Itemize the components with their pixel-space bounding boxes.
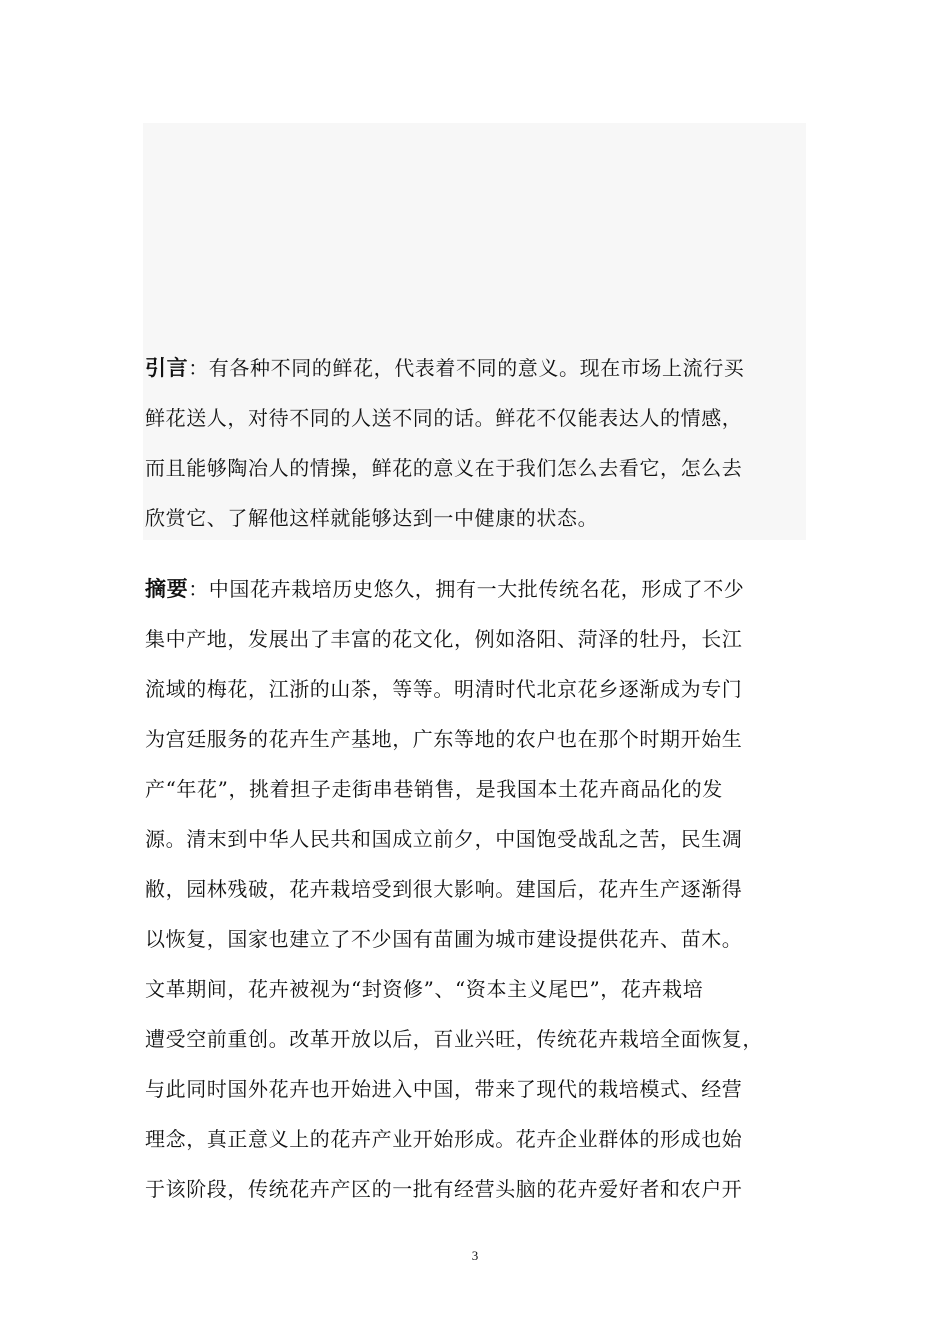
abstract-paragraph <box>145 564 807 1214</box>
abstract-line: 流域的梅花，江浙的山茶，等等。明清时代北京花乡逐渐成为专门 <box>145 677 743 701</box>
intro-line: 而且能够陶冶人的情操，鲜花的意义在于我们怎么去看它，怎么去 <box>145 456 743 480</box>
intro-line: 引言：有各种不同的鲜花，代表着不同的意义。现在市场上流行买 <box>145 356 745 380</box>
abstract-line: 为宫廷服务的花卉生产基地，广东等地的农户也在那个时期开始生 <box>145 727 743 751</box>
intro-line: 欣赏它、了解他这样就能够达到一中健康的状态。 <box>145 506 599 530</box>
page-number: 3 <box>471 1248 479 1263</box>
abstract-line: 理念，真正意义上的花卉产业开始形成。花卉企业群体的形成也始 <box>145 1127 743 1151</box>
intro-label: 引言 <box>145 356 189 380</box>
abstract-line: 产“年花”，挑着担子走街串巷销售，是我国本土花卉商品化的发 <box>145 777 723 801</box>
abstract-line: 集中产地，发展出了丰富的花文化，例如洛阳、菏泽的牡丹，长江 <box>145 627 743 651</box>
abstract-line: 与此同时国外花卉也开始进入中国，带来了现代的栽培模式、经营 <box>145 1077 743 1101</box>
abstract-label: 摘要 <box>145 577 189 601</box>
abstract-line: 以恢复，国家也建立了不少国有苗圃为城市建设提供花卉、苗木。 <box>145 927 743 951</box>
abstract-line: 敝，园林残破，花卉栽培受到很大影响。建国后，花卉生产逐渐得 <box>145 877 743 901</box>
abstract-line: 遭受空前重创。改革开放以后，百业兴旺，传统花卉栽培全面恢复， <box>145 1027 763 1051</box>
intro-line: 鲜花送人，对待不同的人送不同的话。鲜花不仅能表达人的情感， <box>145 406 743 430</box>
abstract-line: 文革期间，花卉被视为“封资修”、“资本主义尾巴”，花卉栽培 <box>145 977 704 1001</box>
intro-paragraph <box>145 343 807 543</box>
abstract-line: 摘要：中国花卉栽培历史悠久，拥有一大批传统名花，形成了不少 <box>145 577 745 601</box>
abstract-line: 源。清末到中华人民共和国成立前夕，中国饱受战乱之苦，民生凋 <box>145 827 743 851</box>
abstract-line: 于该阶段，传统花卉产区的一批有经营头脑的花卉爱好者和农户开 <box>145 1177 743 1201</box>
